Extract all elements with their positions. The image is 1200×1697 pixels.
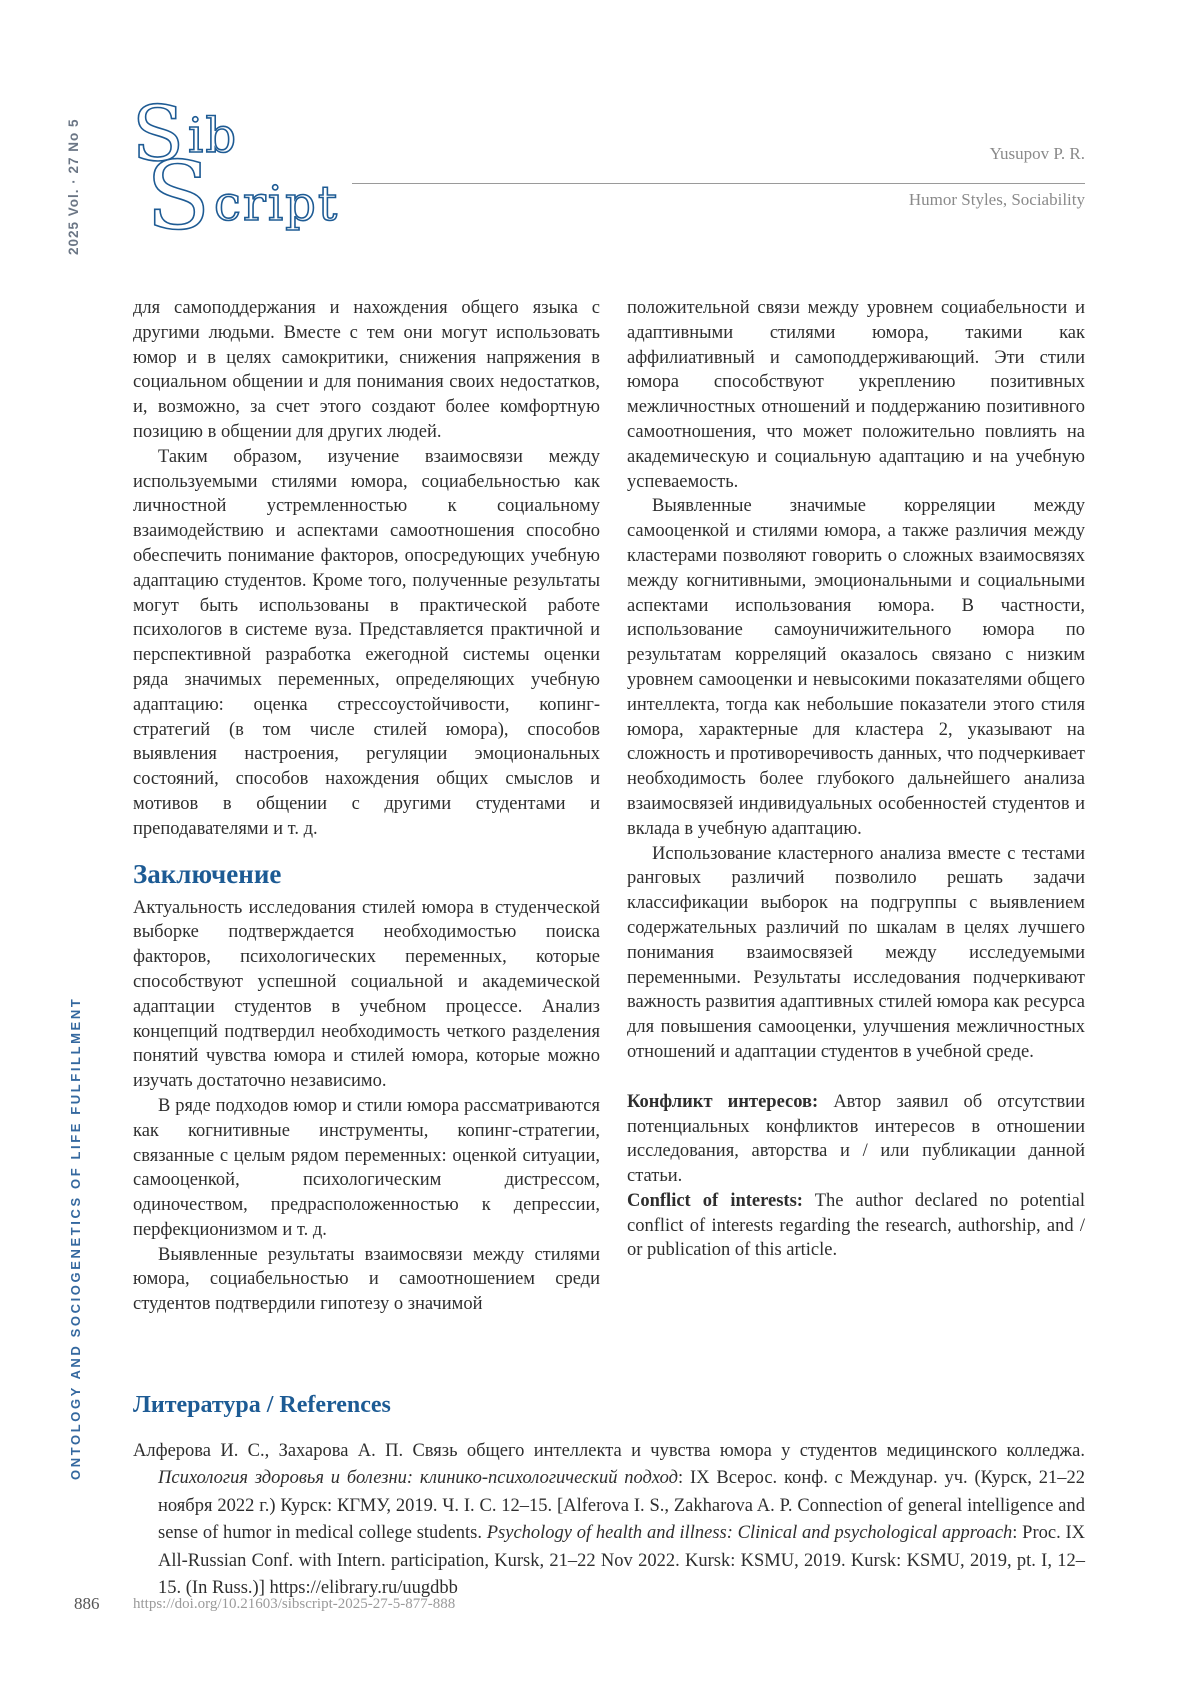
conflict-of-interest-en (627, 1189, 1085, 1263)
paragraph: Выявленные значимые корреляции между самооценкой и стилями юмора, а также различия между кластерами позволяют говорить о сложных взаимосвязях между когнитивными, эмоциональными и социальными аспектами использования юмора. В частности, использование самоуничижительного юмора по результатам корреляций оказалось связано с низким уровнем самооценки и невысокими показателями общего интеллекта, тогда как небольшие показатели этого стиля юмора, характерные для кластера 2, указывают на сложность и противоречивость данных, что подчеркивает необходимость более глубокого дальнейшего анализа взаимосвязей индивидуальных особенностей студентов и вклада в учебную адаптацию. (627, 496, 1085, 839)
paragraph: положительной связи между уровнем социабельности и адаптивными стилями юмора, такими как аффилиативный и самоподдерживающий. Эти стили юмора способствуют укреплению позитивных межличностных отношений и поддержанию позитивного самоотношения, что может положительно повлиять на академическую и социальную адаптацию и на учебную успеваемость. (627, 298, 1085, 492)
body-column-left (133, 296, 600, 1386)
header-running-title: Humor Styles, Sociability (908, 190, 1085, 209)
volume-info-vertical: 2025 Vol. · 27 No 5 (66, 118, 81, 255)
conflict-en-label: Conflict of interests: (627, 1190, 803, 1211)
reference-part: : Proc. IX All-Russian Conf. with Intern. participation, Kursk, 21–22 Nov 2022. Kursk: KSMU, 2019. Kursk: KSMU, 2019, pt. I, 12–15. (In Russ.)] https://elibrary.ru/uugdbb (158, 1523, 1086, 1598)
paragraph: В ряде подходов юмор и стили юмора рассматриваются как когнитивные инструменты, копинг-стратегии, связанные с целым рядом переменных: оценкой ситуации, самооценкой, психологическим дистрессом, одиночеством, предрасположенностью к депрессии, перфекционизмом и т. д. (133, 1095, 600, 1240)
reference-part-italic: Психология здоровья и болезни: клинико-психологический подход (158, 1468, 679, 1488)
reference-part: Алферова И. С., Захарова А. П. Связь общего интеллекта и чувства юмора у студентов медицинского колледжа. (133, 1440, 1085, 1461)
sibscript-logo (126, 88, 366, 238)
paragraph: для самоподдержания и нахождения общего языка с другими людьми. Вместе с тем они могут использовать юмор и в целях самокритики, снижения напряжения в социальном общении и для понимания своих недостатков, и, возможно, за счет этого создают более комфортную позицию в общении для других людей. (133, 298, 600, 442)
reference-entry (133, 1438, 1085, 1603)
reference-part: : IX Всерос. конф. с Междунар. уч. (Курск, 21–22 ноября 2022 г.) Курск: КГМУ, 2019. Ч. I. С. 12–15. [Alferova I. S., Zakharova A. P. Connection of general intelligence and sense of humor in medical college students. (158, 1468, 1085, 1543)
references-heading: Литература / References (133, 1392, 391, 1418)
paragraph: Актуальность исследования стилей юмора в студенческой выборке подтверждается необходимостью поиска факторов, психологических переменных, которые способствуют успешной социальной и академической адаптации студентов в учебном процессе. Анализ концепций подтвердил необходимость четкого разделения понятий чувства юмора и стилей юмора, которые можно изучать достаточно независимо. (133, 897, 600, 1092)
paragraph: Использование кластерного анализа вместе с тестами ранговых различий позволило решать задачи классификации выборок на подгруппы с выявлением содержательных различий по шкалам в целях лучшего понимания взаимосвязей между исследуемыми переменными. Результаты исследования подчеркивают важность развития адаптивных стилей юмора как ресурса для повышения самооценки, улучшения межличностных отношений и адаптации студентов в учебной среде. (627, 843, 1085, 1062)
reference-part-italic: Psychology of health and illness: Clinical and psychological approach (486, 1523, 1013, 1543)
header-divider (352, 183, 1085, 184)
logo-cript: cript (214, 176, 340, 232)
header-author: Yusupov P. R. (989, 144, 1085, 163)
page-number: 886 (74, 1594, 100, 1613)
logo-ib: ib (188, 108, 239, 164)
doi-link[interactable]: https://doi.org/10.21603/sibscript-2025-27-5-877-888 (133, 1596, 456, 1612)
logo-s-bottom: S (146, 142, 211, 238)
paragraph: Выявленные результаты взаимосвязи между стилями юмора, социабельностью и самоотношением среди студентов подтвердили гипотезу о значимой (133, 1244, 600, 1315)
references-section (133, 1392, 1085, 1621)
logo-s-top: S (132, 89, 185, 178)
conflict-en-text: The author declared no potential conflict of interests regarding the research, authorship, and / or publication of this article. (627, 1190, 1085, 1261)
conflict-of-interest-ru (627, 1090, 1085, 1189)
conclusion-heading: Заключение (133, 858, 282, 889)
section-title-vertical: ONTOLOGY AND SOCIOGENETICS OF LIFE FULFILLMENT (68, 996, 83, 1480)
paragraph: Таким образом, изучение взаимосвязи между используемыми стилями юмора, социабельностью как личностной устремленностью к социальному взаимодействию и аспектами самоотношения способно обеспечить понимание факторов, опосредующих учебную адаптацию студентов. Кроме того, полученные результаты могут быть использованы в практической работе психологов в системе вуза. Представляется практичной и перспективной разработка ежегодной системы оценки ряда значимых переменных, определяющих учебную адаптацию: оценка стрессоустойчивости, копинг-стратегий (в том числе стилей юмора), способов выявления настроения, регуляции эмоциональных состояний, способов нахождения общих смыслов и мотивов в общении с другими студентами и преподавателями и т. д. (133, 446, 600, 839)
body-column-right (627, 296, 1085, 1386)
conflict-ru-label: Конфликт интересов: (627, 1091, 819, 1112)
conflict-ru-text: Автор заявил об отсутствии потенциальных конфликтов интересов в отношении исследования, авторства и / или публикации данной статьи. (627, 1091, 1085, 1187)
